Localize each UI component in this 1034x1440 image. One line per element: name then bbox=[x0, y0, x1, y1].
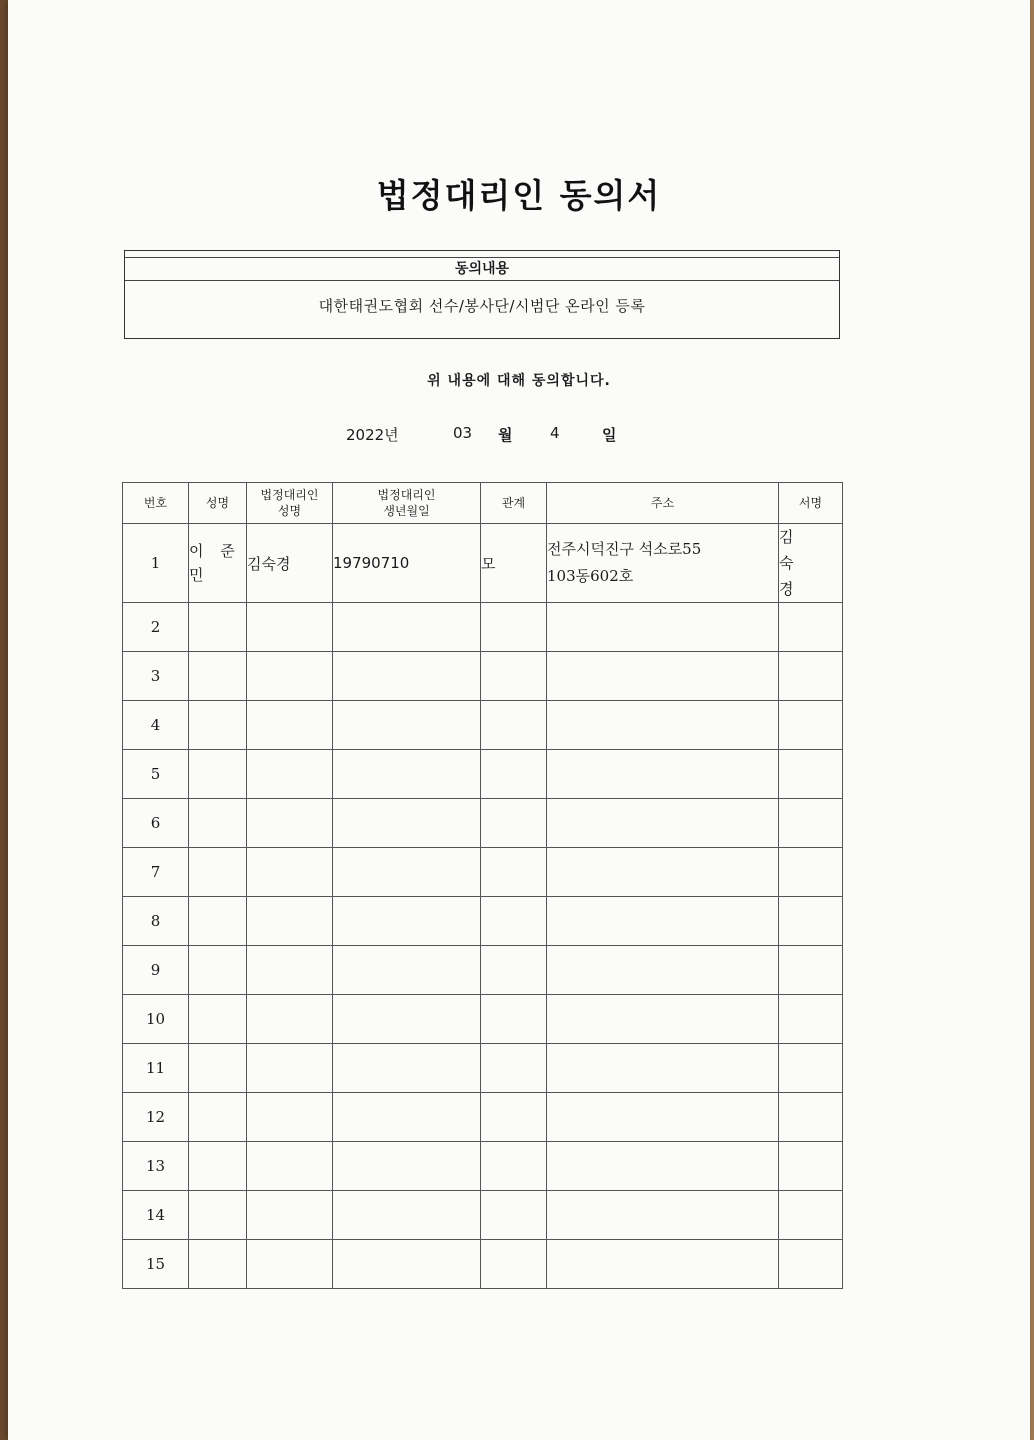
row-signature bbox=[779, 701, 843, 750]
table-row bbox=[123, 1093, 843, 1142]
date-day: 4 bbox=[550, 424, 560, 442]
table-row bbox=[123, 995, 843, 1044]
row-address bbox=[547, 1240, 779, 1289]
row-guardian-name bbox=[247, 799, 333, 848]
table-row bbox=[123, 750, 843, 799]
agreement-statement: 위 내용에 대해 동의합니다. bbox=[427, 373, 611, 389]
row-guardian-name bbox=[247, 603, 333, 652]
row-signature bbox=[779, 1044, 843, 1093]
consent-text: 대한태권도협회 선수/봉사단/시범단 온라인 등록 bbox=[318, 297, 646, 315]
row-relation bbox=[481, 799, 547, 848]
header-guardian-name bbox=[247, 483, 333, 524]
row-guardian-name bbox=[247, 995, 333, 1044]
row-name bbox=[189, 701, 247, 750]
row-guardian-birth bbox=[333, 897, 481, 946]
row-number: 6 bbox=[123, 799, 189, 848]
row-signature bbox=[779, 1142, 843, 1191]
row-guardian-name bbox=[247, 848, 333, 897]
row-guardian-name bbox=[247, 1142, 333, 1191]
row-signature: 김 숙 경 bbox=[779, 524, 843, 603]
row-guardian-name bbox=[247, 1240, 333, 1289]
row-number: 8 bbox=[123, 897, 189, 946]
date-month-label: 월 bbox=[498, 426, 513, 444]
row-guardian-name bbox=[247, 652, 333, 701]
row-guardian-birth bbox=[333, 799, 481, 848]
row-signature bbox=[779, 603, 843, 652]
table-header-row bbox=[123, 483, 843, 524]
row-guardian-birth bbox=[333, 1142, 481, 1191]
date-day-label: 일 bbox=[602, 426, 617, 444]
row-relation bbox=[481, 848, 547, 897]
header-guardian-birth-line1: 법정대리인 bbox=[377, 488, 436, 502]
row-relation bbox=[481, 1044, 547, 1093]
header-guardian-name-line1: 법정대리인 bbox=[260, 488, 319, 502]
row-name bbox=[189, 750, 247, 799]
row-guardian-birth bbox=[333, 848, 481, 897]
header-address: 주소 bbox=[547, 483, 779, 524]
table-row bbox=[123, 946, 843, 995]
date-month: 03 bbox=[453, 424, 473, 442]
row-number: 13 bbox=[123, 1142, 189, 1191]
row-address bbox=[547, 799, 779, 848]
row-address bbox=[547, 848, 779, 897]
row-signature bbox=[779, 1191, 843, 1240]
table-row bbox=[123, 1142, 843, 1191]
row-relation bbox=[481, 1191, 547, 1240]
consent-box bbox=[124, 250, 840, 339]
row-address-line1: 전주시덕진구 석소로55 bbox=[547, 540, 702, 558]
header-signature: 서명 bbox=[779, 483, 843, 524]
row-guardian-birth bbox=[333, 995, 481, 1044]
row-name bbox=[189, 946, 247, 995]
row-address bbox=[547, 524, 779, 603]
row-address bbox=[547, 1093, 779, 1142]
row-signature bbox=[779, 848, 843, 897]
table-row bbox=[123, 701, 843, 750]
row-guardian-birth bbox=[333, 1044, 481, 1093]
roster-table bbox=[122, 482, 843, 1289]
table-row bbox=[123, 524, 843, 603]
table-row bbox=[123, 848, 843, 897]
row-guardian-birth bbox=[333, 946, 481, 995]
row-address bbox=[547, 1044, 779, 1093]
row-signature bbox=[779, 995, 843, 1044]
row-address bbox=[547, 701, 779, 750]
header-no: 번호 bbox=[123, 483, 189, 524]
row-signature bbox=[779, 1093, 843, 1142]
row-relation: 모 bbox=[481, 524, 547, 603]
table-row bbox=[123, 1044, 843, 1093]
row-guardian-birth bbox=[333, 1093, 481, 1142]
row-relation bbox=[481, 1093, 547, 1142]
row-name bbox=[189, 897, 247, 946]
row-relation bbox=[481, 1142, 547, 1191]
row-guardian-birth bbox=[333, 750, 481, 799]
row-number: 4 bbox=[123, 701, 189, 750]
header-relation: 관계 bbox=[481, 483, 547, 524]
row-guardian-name bbox=[247, 750, 333, 799]
row-number: 7 bbox=[123, 848, 189, 897]
row-guardian-birth bbox=[333, 1240, 481, 1289]
row-guardian-birth bbox=[333, 1191, 481, 1240]
table-row bbox=[123, 799, 843, 848]
row-guardian-birth bbox=[333, 603, 481, 652]
row-address bbox=[547, 946, 779, 995]
row-number: 14 bbox=[123, 1191, 189, 1240]
row-name bbox=[189, 652, 247, 701]
row-number: 1 bbox=[123, 524, 189, 603]
row-name bbox=[189, 1191, 247, 1240]
row-guardian-birth bbox=[333, 701, 481, 750]
row-signature bbox=[779, 750, 843, 799]
row-name bbox=[189, 603, 247, 652]
row-name bbox=[189, 1142, 247, 1191]
row-guardian-name: 김숙경 bbox=[247, 524, 333, 603]
row-relation bbox=[481, 701, 547, 750]
row-relation bbox=[481, 1240, 547, 1289]
header-guardian-name-line2: 성명 bbox=[277, 504, 302, 518]
document-title: 법정대리인 동의서 bbox=[376, 176, 662, 215]
row-relation bbox=[481, 897, 547, 946]
table-row bbox=[123, 652, 843, 701]
row-address bbox=[547, 750, 779, 799]
row-address bbox=[547, 652, 779, 701]
header-guardian-birth-line2: 생년월일 bbox=[383, 504, 430, 518]
row-address bbox=[547, 897, 779, 946]
row-name: 이 준 민 bbox=[189, 524, 247, 603]
row-guardian-name bbox=[247, 946, 333, 995]
row-address bbox=[547, 1142, 779, 1191]
table-row bbox=[123, 897, 843, 946]
row-number: 11 bbox=[123, 1044, 189, 1093]
row-relation bbox=[481, 603, 547, 652]
row-relation bbox=[481, 652, 547, 701]
date-year: 2022년 bbox=[346, 426, 399, 444]
table-row bbox=[123, 603, 843, 652]
row-signature bbox=[779, 1240, 843, 1289]
header-name: 성명 bbox=[189, 483, 247, 524]
row-guardian-name bbox=[247, 701, 333, 750]
row-signature bbox=[779, 652, 843, 701]
row-guardian-birth: 19790710 bbox=[333, 524, 481, 603]
row-number: 10 bbox=[123, 995, 189, 1044]
paper-sheet bbox=[8, 0, 1030, 1440]
header-guardian-birth bbox=[333, 483, 481, 524]
row-number: 3 bbox=[123, 652, 189, 701]
row-name bbox=[189, 1240, 247, 1289]
row-guardian-name bbox=[247, 1093, 333, 1142]
row-guardian-name bbox=[247, 1044, 333, 1093]
row-name bbox=[189, 799, 247, 848]
row-name bbox=[189, 848, 247, 897]
row-number: 15 bbox=[123, 1240, 189, 1289]
row-address bbox=[547, 603, 779, 652]
row-number: 12 bbox=[123, 1093, 189, 1142]
table-row bbox=[123, 1191, 843, 1240]
row-address-line2: 103동602호 bbox=[547, 567, 634, 585]
row-relation bbox=[481, 750, 547, 799]
row-name bbox=[189, 1044, 247, 1093]
consent-header: 동의내용 bbox=[125, 257, 839, 281]
row-address bbox=[547, 1191, 779, 1240]
row-signature bbox=[779, 799, 843, 848]
table-row bbox=[123, 1240, 843, 1289]
row-number: 9 bbox=[123, 946, 189, 995]
row-relation bbox=[481, 946, 547, 995]
row-guardian-name bbox=[247, 897, 333, 946]
row-signature bbox=[779, 897, 843, 946]
row-guardian-name bbox=[247, 1191, 333, 1240]
row-relation bbox=[481, 995, 547, 1044]
row-guardian-birth bbox=[333, 652, 481, 701]
row-number: 2 bbox=[123, 603, 189, 652]
row-signature bbox=[779, 946, 843, 995]
row-name bbox=[189, 995, 247, 1044]
row-address bbox=[547, 995, 779, 1044]
row-number: 5 bbox=[123, 750, 189, 799]
row-name bbox=[189, 1093, 247, 1142]
